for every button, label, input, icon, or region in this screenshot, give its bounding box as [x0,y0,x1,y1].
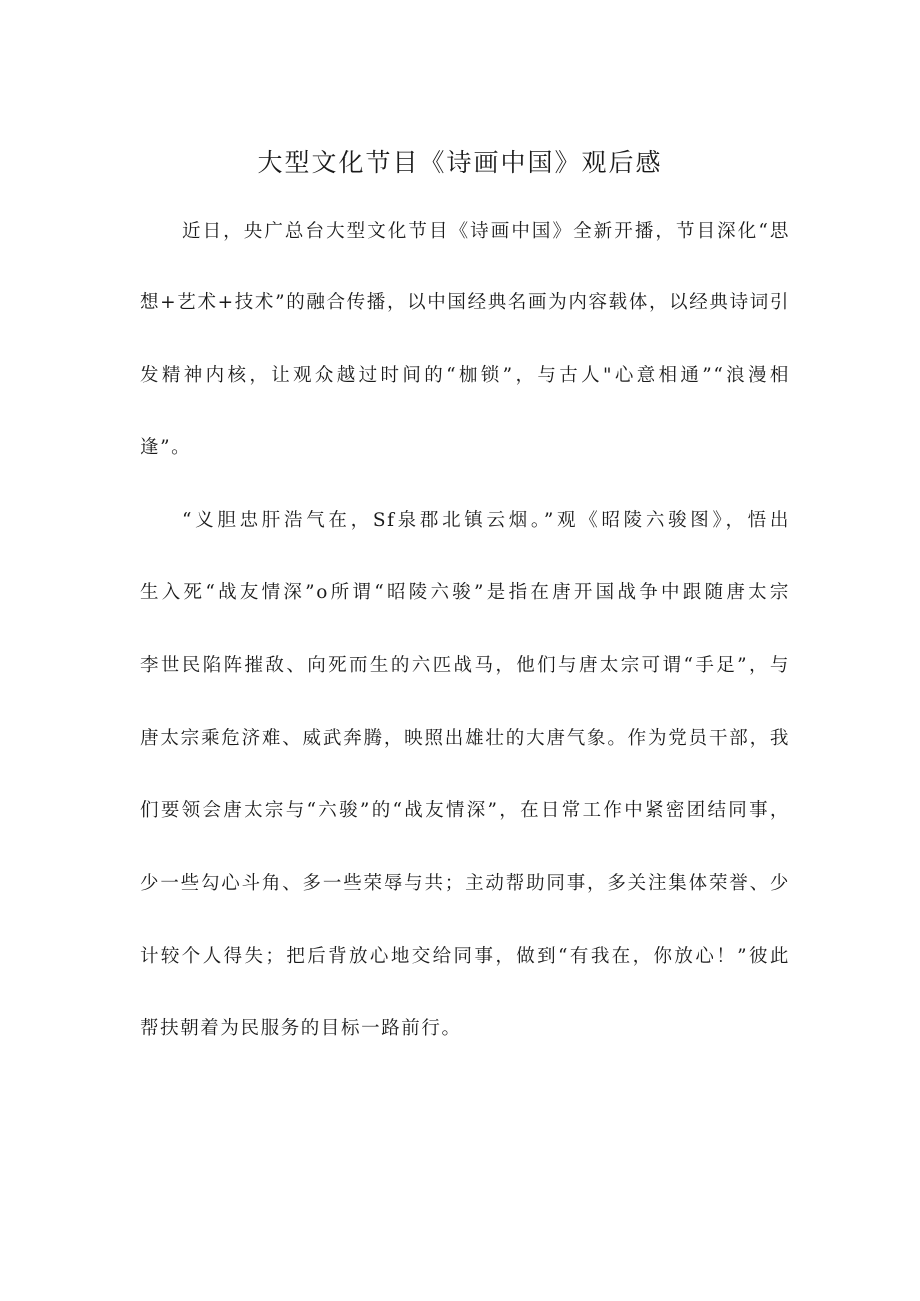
paragraph2-line-3: 李世民陷阵摧敌、向死而生的六匹战马，他们与唐太宗可谓“手足”，与 [140,655,790,676]
paragraph2-line-8: 帮扶朝着为民服务的目标一路前行。 [140,1018,462,1039]
paragraph2-line-1: “义胆忠肝浩气在，Sf泉郡北镇云烟。”观《昭陵六骏图》，悟出 [182,510,790,531]
document-title: 大型文化节目《诗画中国》观后感 [257,148,663,177]
paragraph1-line-1: 近日，央广总台大型文化节目《诗画中国》全新开播，节目深化“思 [182,221,790,242]
paragraph2-line-5: 们要领会唐太宗与“六骏”的“战友情深”，在日常工作中紧密团结同事， [140,800,790,821]
paragraph2-line-7: 计较个人得失；把后背放心地交给同事，做到“有我在，你放心！”彼此 [140,946,790,967]
paragraph1-line-4: 逢”。 [140,437,192,458]
paragraph1-line-3: 发精神内核，让观众越过时间的“枷锁”，与古人"心意相通”“浪漫相 [140,365,790,386]
paragraph2-line-6: 少一些勾心斗角、多一些荣辱与共；主动帮助同事，多关注集体荣誉、少 [140,873,790,894]
paragraph2-line-2: 生入死“战友情深”o所谓“昭陵六骏”是指在唐开国战争中跟随唐太宗 [140,582,790,603]
paragraph1-line-2: 想+艺术+技术”的融合传播，以中国经典名画为内容载体，以经典诗词引 [140,292,790,313]
paragraph2-line-4: 唐太宗乘危济难、威武奔腾，映照出雄壮的大唐气象。作为党员干部，我 [140,728,790,749]
